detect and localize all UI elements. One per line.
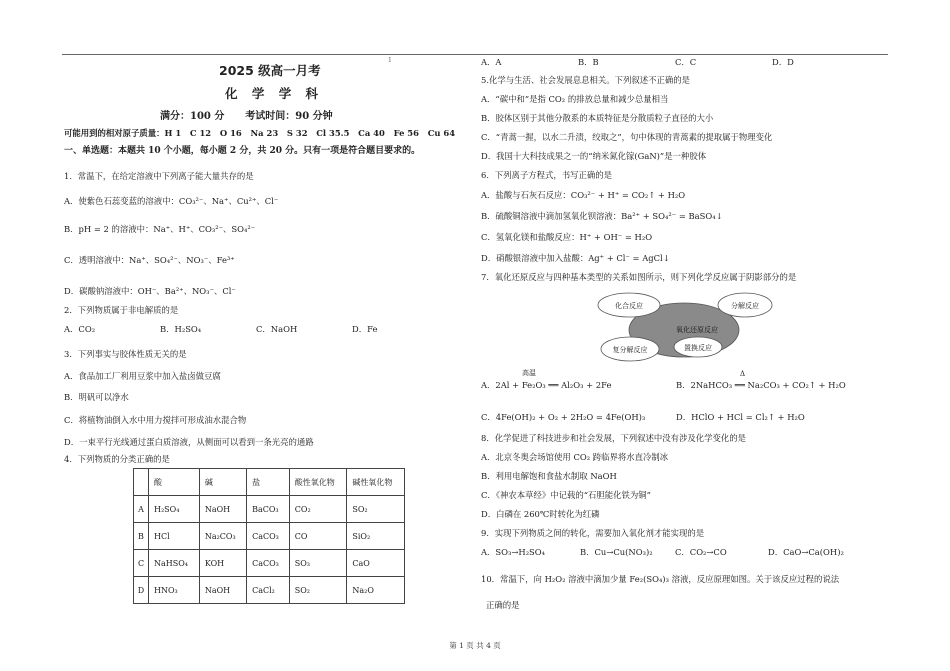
table-row	[134, 550, 405, 577]
condition-high-temp: 高温	[522, 369, 536, 377]
option-8a: A．北京冬奥会场馆使用 CO₂ 跨临界将水直冷制冰	[481, 452, 669, 462]
table-cell: Na₂CO₃	[199, 523, 246, 550]
option-9b: B．Cu→Cu(NO₃)₂	[580, 547, 653, 557]
page-footer: 第 1 页 共 4 页	[449, 641, 501, 650]
option-3a: A．食品加工厂利用豆浆中加入盐卤做豆腐	[64, 371, 221, 381]
label-displacement: 置换反应	[684, 344, 712, 352]
question-8: 8．化学促进了科技进步和社会发展，下列叙述中没有涉及化学变化的是	[481, 433, 746, 443]
table-header-cell: 碱性氧化物	[347, 469, 405, 496]
option-3c: C．将植物油倒入水中用力搅拌可形成油水混合物	[64, 415, 247, 425]
option-9d: D．CaO→Ca(OH)₂	[768, 547, 844, 557]
atomic-masses: 可能用到的相对原子质量：H 1 C 12 O 16 Na 23 S 32 Cl 35.5 Ca 40 Fe 56 Cu 64	[64, 128, 456, 138]
table-cell: CO	[289, 523, 347, 550]
option-6c: C．氢氧化镁和盐酸反应：H⁺ + OH⁻ = H₂O	[481, 232, 653, 242]
option-1d: D．碳酸钠溶液中：OH⁻、Ba²⁺、NO₃⁻、Cl⁻	[64, 286, 236, 296]
redox-venn-diagram	[594, 288, 774, 366]
table-cell: B	[134, 523, 149, 550]
top-rule	[62, 54, 888, 55]
table-cell: HCl	[149, 523, 200, 550]
table-cell: CO₂	[289, 496, 347, 523]
table-cell: SO₃	[289, 550, 347, 577]
option-8b: B．利用电解饱和食盐水制取 NaOH	[481, 471, 617, 481]
option-7d: D．HClO + HCl = Cl₂↑ + H₂O	[676, 412, 805, 422]
option-5a: A．“碳中和”是指 CO₂ 的排放总量和减少总量相当	[481, 94, 669, 104]
table-cell: NaHSO₄	[149, 550, 200, 577]
table-cell: CaCl₂	[247, 577, 290, 604]
table-header-cell: 碱	[199, 469, 246, 496]
table-row	[134, 577, 405, 604]
subject-title: 化 学 学 科	[225, 86, 324, 101]
option-7a: A．2Al + Fe₂O₃ ══ Al₂O₃ + 2Fe	[481, 380, 612, 390]
option-2d: D．Fe	[352, 324, 378, 334]
table-cell: KOH	[199, 550, 246, 577]
option-3d: D．一束平行光线通过蛋白质溶液，从侧面可以看到一条光亮的通路	[64, 437, 314, 447]
option-2b: B．H₂SO₄	[160, 324, 202, 334]
table-cell: NaOH	[199, 496, 246, 523]
table-cell: SiO₂	[347, 523, 405, 550]
option-8c: C．《神农本草经》中记载的“石胆能化铁为铜”	[481, 490, 651, 500]
table-header-cell: 酸	[149, 469, 200, 496]
classification-table	[133, 468, 405, 604]
question-4: 4．下列物质的分类正确的是	[64, 454, 170, 464]
label-redox: 氧化还原反应	[676, 326, 718, 334]
option-9a: A．SO₃→H₂SO₄	[481, 547, 546, 557]
condition-heat: Δ	[740, 370, 746, 378]
option-5b: B．胶体区别于其他分散系的本质特征是分散质粒子直径的大小	[481, 113, 714, 123]
table-cell: SO₂	[289, 577, 347, 604]
option-6b: B．硫酸铜溶液中滴加氢氧化钡溶液：Ba²⁺ + SO₄²⁻ = BaSO₄↓	[481, 211, 723, 221]
label-combination: 化合反应	[615, 302, 643, 310]
score-time: 满分：100 分 考试时间：90 分钟	[160, 111, 333, 122]
label-double-displacement: 复分解反应	[612, 346, 648, 354]
table-header-cell	[134, 469, 149, 496]
option-4b: B．B	[578, 57, 599, 67]
question-2: 2．下列物质属于非电解质的是	[64, 305, 179, 315]
option-9c: C．CO₂→CO	[675, 547, 727, 557]
option-7b: B．2NaHCO₃ ══ Na₂CO₃ + CO₂↑ + H₂O	[676, 380, 846, 390]
option-4c: C．C	[675, 57, 697, 67]
corner-mark: 1	[388, 57, 392, 64]
table-cell: BaCO₃	[247, 496, 290, 523]
exam-title: 2025 级高一月考	[219, 63, 321, 78]
question-1: 1．常温下，在给定溶液中下列离子能大量共存的是	[64, 171, 254, 181]
table-row	[134, 523, 405, 550]
section-one-heading: 一、单选题：本题共 10 个小题，每小题 2 分，共 20 分。只有一项是符合题目要求的。	[64, 146, 421, 156]
table-cell: CaO	[347, 550, 405, 577]
table-cell: D	[134, 577, 149, 604]
table-cell: NaOH	[199, 577, 246, 604]
table-cell: CaCO₃	[247, 550, 290, 577]
option-1a: A．使紫色石蕊变蓝的溶液中：CO₃²⁻、Na⁺、Cu²⁺、Cl⁻	[64, 196, 279, 206]
option-4d: D．D	[772, 57, 794, 67]
label-decomposition: 分解反应	[731, 302, 759, 310]
option-1c: C．透明溶液中：Na⁺、SO₄²⁻、NO₃⁻、Fe³⁺	[64, 255, 235, 265]
option-6a: A．盐酸与石灰石反应：CO₃²⁻ + H⁺ = CO₂↑ + H₂O	[481, 190, 686, 200]
option-5c: C．“青蒿一握，以水二升渍，绞取之”，句中体现的青蒿素的提取属于物理变化	[481, 132, 773, 142]
question-3: 3．下列事实与胶体性质无关的是	[64, 349, 187, 359]
option-2a: A．CO₂	[64, 324, 96, 334]
option-1b: B．pH = 2 的溶液中：Na⁺、H⁺、CO₃²⁻、SO₄²⁻	[64, 224, 256, 234]
option-2c: C．NaOH	[256, 324, 298, 334]
question-10: 10．常温下，向 H₂O₂ 溶液中滴加少量 Fe₂(SO₄)₃ 溶液，反应原理如图。关于该反应过程的说法	[481, 574, 840, 584]
table-cell: A	[134, 496, 149, 523]
table-header-row	[134, 469, 405, 496]
question-5: 5.化学与生活、社会发展息息相关。下列叙述不正确的是	[481, 75, 690, 85]
table-cell: C	[134, 550, 149, 577]
table-header-cell: 盐	[247, 469, 290, 496]
question-7: 7．氧化还原反应与四种基本类型的关系如图所示，则下列化学反应属于阴影部分的是	[481, 272, 797, 282]
option-8d: D．白磷在 260℃时转化为红磷	[481, 509, 600, 519]
table-cell: HNO₃	[149, 577, 200, 604]
option-7c: C．4Fe(OH)₂ + O₂ + 2H₂O = 4Fe(OH)₃	[481, 412, 646, 422]
table-header-cell: 酸性氧化物	[289, 469, 347, 496]
question-10-continued: 正确的是	[486, 600, 520, 610]
table-row	[134, 496, 405, 523]
option-3b: B．明矾可以净水	[64, 392, 129, 402]
table-cell: H₂SO₄	[149, 496, 200, 523]
option-5d: D．我国十大科技成果之一的“纳米氮化镓(GaN)”是一种胶体	[481, 151, 707, 161]
table-cell: Na₂O	[347, 577, 405, 604]
question-6: 6．下列离子方程式，书写正确的是	[481, 170, 612, 180]
table-cell: SO₂	[347, 496, 405, 523]
table-cell: CaCO₃	[247, 523, 290, 550]
question-9: 9．实现下列物质之间的转化，需要加入氧化剂才能实现的是	[481, 528, 705, 538]
option-6d: D．硝酸银溶液中加入盐酸：Ag⁺ + Cl⁻ = AgCl↓	[481, 253, 670, 263]
option-4a: A．A	[481, 57, 502, 67]
